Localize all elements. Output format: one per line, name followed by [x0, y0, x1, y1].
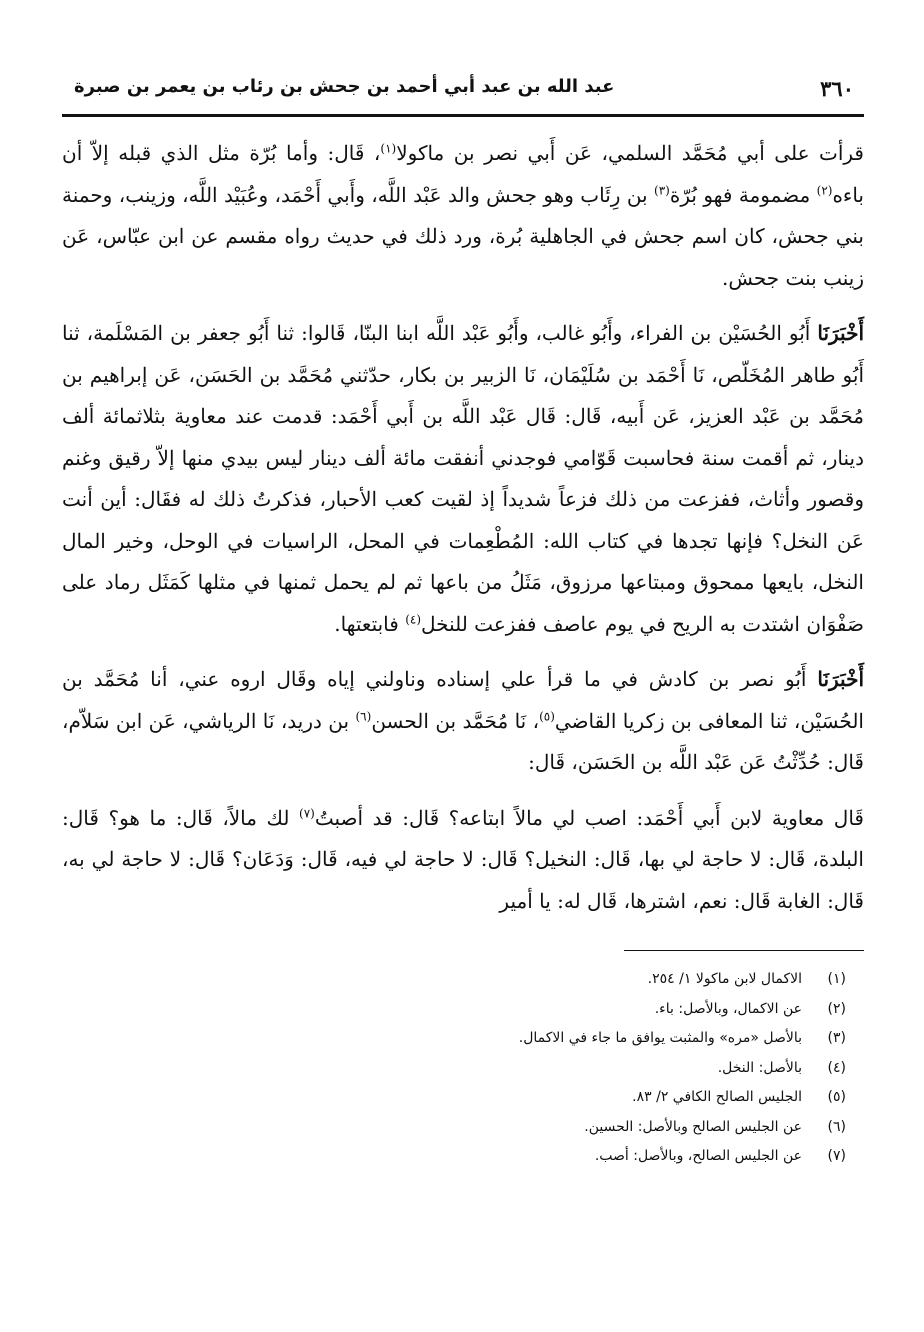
- footnote-marker-number[interactable]: ٤: [409, 611, 417, 626]
- footnote-number: (٦): [827, 1118, 846, 1135]
- footnote-marker[interactable]: (١): [380, 141, 397, 156]
- text-segment: بن رِئَاب وهو جحش والد عَبْد اللَّه، وأَبي أَحْمَد، وعُبَيْد اللَّه، وزينب، وحمنة بني جحش، كان اسم جحش في الجاهلية بُرة، ورد ذلك في حديث رواه مقسم عن ابن عبّاس، عَن زينب بنت جحش.: [62, 182, 864, 290]
- paragraph: [62, 313, 864, 645]
- footnote-number: (٢): [827, 1000, 846, 1017]
- footnote-text: الجليس الصالح الكافي ٢/ ٨٣.: [632, 1089, 802, 1105]
- footnote-marker[interactable]: (٦): [355, 708, 372, 723]
- footnote-text: عن الجليس الصالح وبالأصل: الحسين.: [584, 1118, 802, 1135]
- body-text: [62, 133, 864, 922]
- footnote-marker[interactable]: (٣): [654, 182, 670, 197]
- footnote-number: (٥): [827, 1089, 846, 1105]
- page-header: [62, 70, 864, 110]
- text-segment: أَبُو الحُسَيْن بن الفراء، وأَبُو غالب، وأَبُو عَبْد اللَّه ابنا البنّا، قَالوا: ثنا أَبُو جعفر بن المَسْلَمة، ثنا أَبُو طاهر المُخَلّص، نَا أَحْمَد بن سُلَيْمَان، نَا الزبير بن بكار، حدّثني مُحَمَّد بن الحَسَن، عَن إبراهيم بن مُحَمَّد بن عَبْد العزيز، عَن أَبيه، قَال: قَال عَبْد اللَّه بن أَبي أَحْمَد: قدمت عند معاوية بثلاثمائة ألف دينار، ثم أقمت سنة فحاسبت قَوّامي فوجدني أنفقت مائة ألف دينار ليس بيدي منها إلاّ رقيق وغنم وقصور وأثاث، ففزعت من ذلك فزعاً شديداً إذ لقيت كعب الأحبار، فذكرتُ ذلك له فقَال: أين أنت عَن النخل؟ فإنها تجدها في كتاب الله: المُطْعِمات في المحل، الراسيات في الوحل، وخير المال النخل، بايعها ممحوق ومبتاعها مرزوق، مَثَلُ من باعها ثم لم يحمل ثمنها في مثلها كَمَثَل رماد على صَفْوَان اشتدت به الريح في يوم عاصف ففزعت للنخل: [62, 321, 864, 636]
- footnotes-list: [62, 965, 864, 1172]
- text-segment: بن دريد، نَا الرياشي، عَن ابن سَلاّم، قَال: حُدِّثْتُ عَن عَبْد اللَّه بن الحَسَن، قَال:: [62, 708, 864, 774]
- footnote-number: (٧): [827, 1148, 846, 1164]
- footnote-separator: [624, 950, 864, 951]
- page-number: ٣٦٠: [820, 76, 854, 101]
- paragraph-lead-word: أَخْبَرَنَا: [817, 667, 864, 691]
- header-rule: [62, 114, 864, 117]
- footnote-item: [62, 1024, 846, 1054]
- footnote-marker[interactable]: (٧): [299, 805, 315, 820]
- footnote-marker[interactable]: (٥): [539, 708, 555, 723]
- text-segment: قَال معاوية لابن أَبي أَحْمَد: اصب لي مالاً ابتاعه؟ قَال: قد أصبتُ: [314, 805, 864, 830]
- footnote-marker[interactable]: (٤): [405, 611, 422, 626]
- text-segment: أَبُو نصر بن كادش في ما قرأ علي إسناده وناولني إياه وقَال اروه عني، أنا مُحَمَّد بن الحُسَيْن، ثنا المعافى بن زكريا القاضي: [62, 667, 864, 733]
- footnote-marker-number[interactable]: ٢: [821, 182, 828, 197]
- footnote-number: (٣): [827, 1030, 846, 1046]
- running-title: عبد الله بن عبد أبي أحمد بن جحش بن رئاب بن يعمر بن صبرة: [74, 76, 615, 97]
- footnote-marker[interactable]: (٢): [816, 182, 833, 197]
- text-segment: فابتعتها.: [334, 611, 406, 636]
- paragraph-lead-word: أَخْبَرَنَا: [817, 321, 864, 345]
- paragraph: [62, 659, 864, 784]
- footnote-item: [62, 1054, 846, 1084]
- paragraph: [62, 133, 864, 299]
- text-segment: ، نَا مُحَمَّد بن الحسن: [371, 708, 540, 733]
- footnote-item: [62, 1083, 846, 1113]
- footnote-text: عن الاكمال، وبالأصل: باء.: [654, 1000, 802, 1017]
- footnote-number: (٤): [827, 1059, 846, 1076]
- paragraph: [62, 798, 864, 923]
- footnote-text: عن الجليس الصالح، وبالأصل: أصب.: [594, 1148, 802, 1164]
- text-segment: لك مالاً، قَال: ما هو؟ قَال: البلدة، قَال: لا حاجة لي بها، قَال: النخيل؟ قَال: لا حاجة لي فيه، قَال: وَدَعَان؟ قَال: لا حاجة لي به، قَال: الغابة قَال: نعم، اشترها، قَال له: يا أمير: [62, 805, 864, 913]
- footnote-item: [62, 1142, 846, 1172]
- footnote-item: [62, 995, 846, 1025]
- footnote-marker-number[interactable]: ٧: [303, 805, 311, 820]
- text-segment: ، قَال: وأما بُرّة مثل الذي قبله إلاّ أن باءه: [62, 141, 864, 207]
- footnote-marker-number[interactable]: ٥: [543, 708, 551, 723]
- footnote-item: [62, 1113, 846, 1143]
- footnote-text: بالأصل «مره» والمثبت يوافق ما جاء في الاكمال.: [518, 1030, 802, 1046]
- text-segment: مضمومة فهو بُرّة: [669, 182, 817, 207]
- footnote-number: (١): [827, 971, 846, 987]
- footnote-marker-number[interactable]: ٣: [658, 182, 666, 197]
- footnote-marker-number[interactable]: ٦: [360, 708, 367, 723]
- footnote-text: الاكمال لابن ماكولا ١/ ٢٥٤.: [647, 971, 802, 987]
- text-segment: قرأت على أبي مُحَمَّد السلمي، عَن أَبي نصر بن ماكولا: [396, 141, 864, 165]
- footnote-marker-number[interactable]: ١: [385, 141, 392, 156]
- footnote-item: [62, 965, 846, 995]
- footnote-text: بالأصل: النخل.: [717, 1059, 802, 1076]
